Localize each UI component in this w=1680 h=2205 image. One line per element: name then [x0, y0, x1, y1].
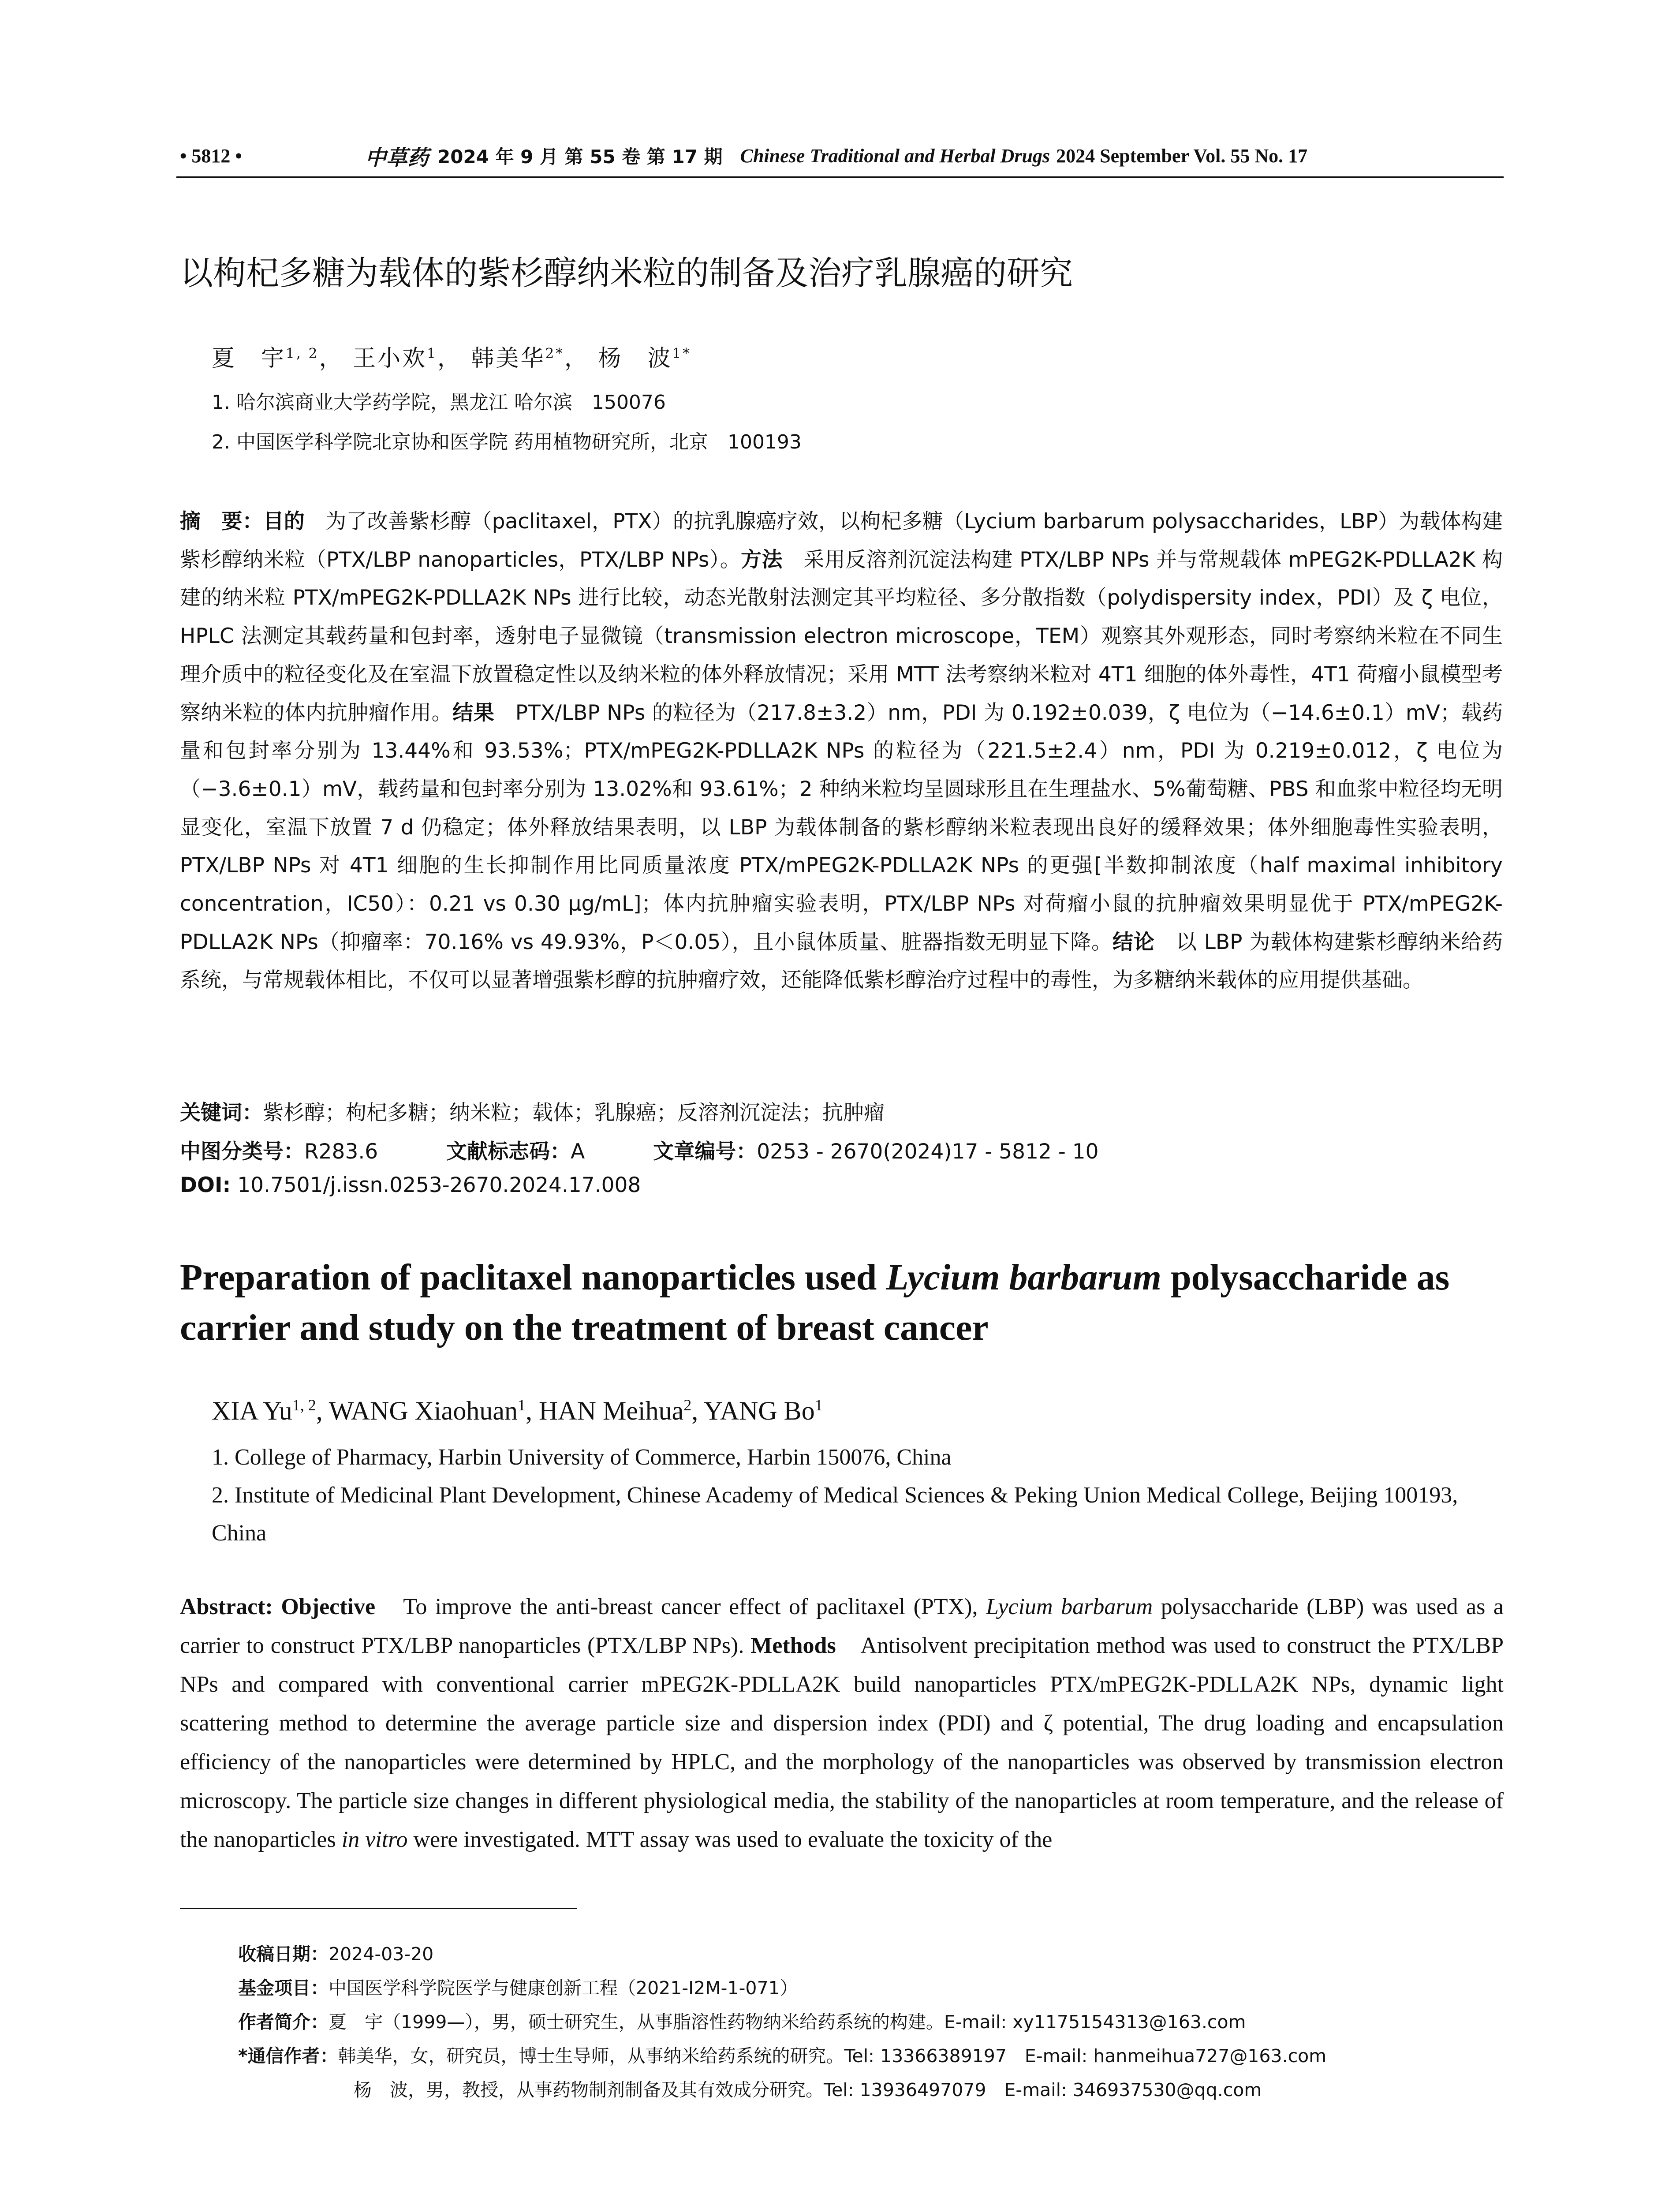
title-cn: 以枸杞多糖为载体的紫杉醇纳米粒的制备及治疗乳腺癌的研究: [180, 254, 1073, 292]
issue-cn: 2024 年 9 月 第 55 卷 第 17 期: [437, 146, 723, 168]
results-cn: PTX/LBP NPs 的粒径为（217.8±3.2）nm，PDI 为 0.192±0.039，ζ 电位为（−14.6±0.1）mV；载药量和包封率分别为 13.44%和 93.53%；PTX/mPEG2K-PDLLA2K NPs 的粒径为（221.5±2.4）nm，PDI 为 0.219±0.012，ζ 电位为（−3.6±0.1）mV，载药量和包封率分别为 13.02%和 93.61%；2 种纳米粒均呈圆球形且在生理盐水、5%葡萄糖、PBS 和血浆中粒径均无明显变化，室温下放置 7 d 仍稳定；体外释放结果表明，以 LBP 为载体制备的紫杉醇纳米粒表现出良好的缓释效果；体外细胞毒性实验表明，PTX/LBP NPs 对 4T1 细胞的生长抑制作用比同质量浓度 PTX/mPEG2K-PDLLA2K NPs 的更强[半数抑制浓度（half maximal inhibitory concentration，IC50）：0.21 vs 0.30 μg/mL]；体内抗肿瘤实验表明，PTX/LBP NPs 对荷瘤小鼠的抗肿瘤效果明显优于 PTX/mPEG2K-PDLLA2K NPs（抑瘤率：70.16% vs 49.93%，P＜0.05），且小鼠体质量、脏器指数无明显下降。: [180, 700, 1503, 954]
author-cn-3: 韩美华: [471, 345, 545, 372]
issue-en: 2024 September Vol. 55 No. 17: [1056, 145, 1308, 167]
objective-cn: 为了改善紫杉醇（paclitaxel，PTX）的抗乳腺癌疗效，以枸杞多糖（Lycium barbarum polysaccharides，LBP）为载体构建紫杉醇纳米粒（PTX/LBP nanoparticles，PTX/LBP NPs）。: [180, 509, 1503, 572]
author-en-2: , WANG Xiaohuan: [316, 1396, 518, 1425]
article-number: 0253 - 2670(2024)17 - 5812 - 10: [757, 1140, 1099, 1164]
footnote-rule: [180, 1908, 577, 1909]
page-number: • 5812 •: [180, 145, 242, 167]
affiliation-cn-2: 2. 中国医学科学院北京协和医学院 药用植物研究所，北京 100193: [212, 431, 802, 453]
journal-name-cn: 中草药: [365, 145, 429, 170]
author-cn-2: 王小欢: [353, 345, 427, 372]
conclusion-cn: 以 LBP 为载体构建紫杉醇纳米给药系统，与常规载体相比，不仅可以显著增强紫杉醇的抗肿瘤疗效，还能降低紫杉醇治疗过程中的毒性，为多糖纳米载体的应用提供基础。: [180, 930, 1503, 993]
results-cn-label: 结果: [452, 700, 495, 725]
doi-value: 10.7501/j.issn.0253-2670.2024.17.008: [237, 1173, 641, 1197]
footnote-fund: 基金项目：中国医学科学院医学与健康创新工程（2021-I2M-1-071）: [238, 1977, 798, 1999]
running-header: [180, 140, 1504, 171]
doi-line: DOI: 10.7501/j.issn.0253-2670.2024.17.008: [180, 1173, 641, 1197]
author-cn-1: 夏 宇: [212, 345, 286, 372]
conclusion-cn-label: 结论: [1112, 930, 1155, 954]
footnote-author-bio: 作者简介：夏 宇（1999—），男，硕士研究生，从事脂溶性药物纳米给药系统的构建。E-mail: xy1175154313@163.com: [238, 2011, 1246, 2033]
authors-en: XIA Yu$^{1, 2}$, WANG Xiaohuan$^1$, HAN Meihua$^2$, YANG Bo$^1$: [212, 1396, 823, 1425]
footnote-corresponding: *通信作者：韩美华，女，研究员，博士生导师，从事纳米给药系统的研究。Tel: 13366389197 E-mail: hanmeihua727@163.com: [238, 2045, 1327, 2067]
title-en: Preparation of paclitaxel nanoparticles used Lycium barbarum polysaccharide as carrier and study on the treatment of breast cancer: [180, 1257, 1450, 1348]
header-rule: [176, 176, 1504, 178]
classification-line: 中图分类号：R283.6 文献标志码：A 文章编号：0253 - 2670(2024)17 - 5812 - 10: [180, 1140, 1099, 1164]
journal-name-en: Chinese Traditional and Herbal Drugs: [740, 145, 1050, 167]
abstract-en-label: Abstract: Objective: [180, 1594, 376, 1619]
author-en-3: , HAN Meihua: [525, 1396, 684, 1425]
affiliation-en-2: 2. Institute of Medicinal Plant Development, Chinese Academy of Medical Sciences & Peking Union Medical College, Beijing 100193, China: [212, 1483, 1458, 1546]
methods-en-label: Methods: [750, 1633, 836, 1658]
affiliation-cn-1: 1. 哈尔滨商业大学药学院，黑龙江 哈尔滨 150076: [212, 391, 666, 414]
abstract-cn-label: 摘 要：: [180, 509, 263, 534]
document-code: A: [571, 1140, 585, 1164]
footnote-corresponding-2: 杨 波，男，教授，从事药物制剂制备及其有效成分研究。Tel: 13936497079 E-mail: 346937530@qq.com: [354, 2079, 1262, 2100]
objective-cn-label: 目的: [263, 509, 305, 534]
author-en-4: , YANG Bo: [691, 1396, 815, 1425]
clc-number: R283.6: [304, 1140, 378, 1164]
author-en-1: XIA Yu: [212, 1396, 292, 1425]
keywords-cn: 关键词：紫杉醇；枸杞多糖；纳米粒；载体；乳腺癌；反溶剂沉淀法；抗肿瘤: [180, 1101, 885, 1125]
authors-cn: 夏 宇$^{1, 2}$， 王小欢$^1$， 韩美华$^{2*}$， 杨 波$^{1*}$: [212, 345, 691, 372]
author-cn-4: 杨 波: [598, 345, 672, 372]
affiliation-en-1: 1. College of Pharmacy, Harbin University of Commerce, Harbin 150076, China: [212, 1445, 952, 1470]
abstract-en: Abstract: Objective To improve the anti-breast cancer effect of paclitaxel (PTX), Lycium barbarum polysaccharide (LBP) was used as a carrier to construct PTX/LBP nanoparticles (PTX/LBP NPs). Methods Antisolvent precipitation method was used to construct the PTX/LBP NPs and compared with conventional carrier mPEG2K-PDLLA2K build nanoparticles PTX/mPEG2K-PDLLA2K NPs, dynamic light scattering method to determine the average particle size and dispersion index (PDI) and ζ potential, The drug loading and encapsulation efficiency of the nanoparticles were determined by HPLC, and the morphology of the nanoparticles was observed by transmission electron microscopy. The particle size changes in different physiological media, the stability of the nanoparticles at room temperature, and the release of the nanoparticles in vitro were investigated. MTT assay was used to evaluate the toxicity of the: [180, 1594, 1504, 1852]
abstract-cn: [180, 503, 1503, 1000]
footnote-received: 收稿日期：2024-03-20: [238, 1943, 434, 1965]
methods-cn-label: 方法: [741, 547, 783, 572]
methods-cn: 采用反溶剂沉淀法构建 PTX/LBP NPs 并与常规载体 mPEG2K-PDLLA2K 构建的纳米粒 PTX/mPEG2K-PDLLA2K NPs 进行比较，动态光散射法测定其平均粒径、多分散指数（polydispersity index，PDI）及 ζ 电位，HPLC 法测定其载药量和包封率，透射电子显微镜（transmission electron microscope，TEM）观察其外观形态，同时考察纳米粒在不同生理介质中的粒径变化及在室温下放置稳定性以及纳米粒的体外释放情况；采用 MTT 法考察纳米粒对 4T1 细胞的体外毒性，4T1 荷瘤小鼠模型考察纳米粒的体内抗肿瘤作用。: [180, 547, 1503, 725]
